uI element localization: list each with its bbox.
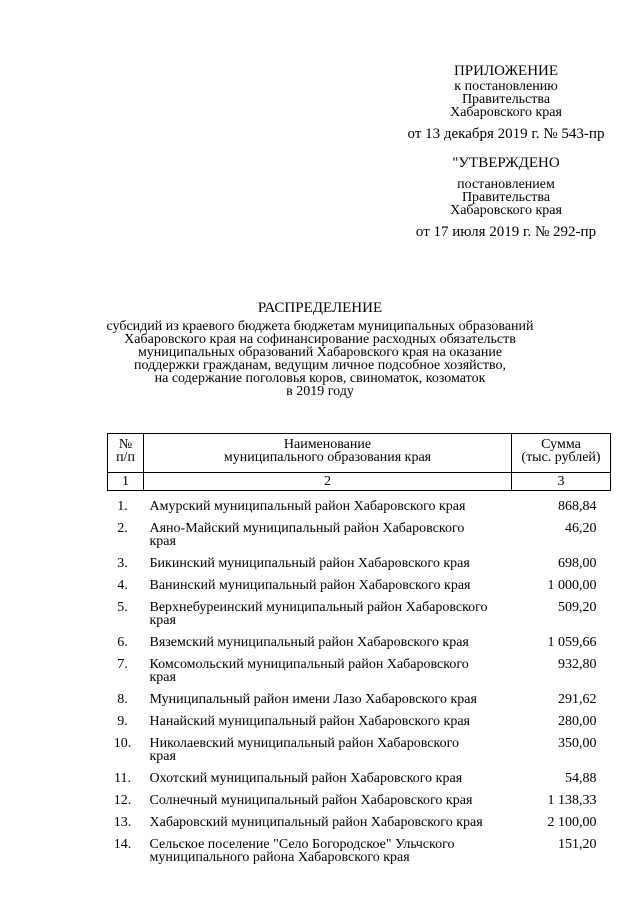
approved-line-3: Хабаровского края (450, 203, 562, 218)
municipality-name (144, 835, 512, 870)
municipality-name (144, 769, 512, 791)
header-name-line-2: муниципального образования края (223, 450, 432, 465)
subsidy-amount: 291,62 (558, 692, 597, 707)
municipality-name-line: края (149, 534, 176, 549)
subtitle-line: субсидий из краевого бюджета бюджетам муниципальных образований (106, 319, 534, 334)
row-number: 10. (113, 736, 132, 751)
row-number: 8. (117, 692, 128, 707)
subtitle-line: в 2019 году (286, 384, 354, 399)
subtitle-line: муниципальных образований Хабаровского края на оказание (137, 345, 503, 360)
appendix-title: ПРИЛОЖЕНИЕ (453, 63, 559, 79)
column-number-1: 1 (108, 473, 144, 491)
municipality-name (144, 712, 512, 734)
table-row (108, 554, 611, 576)
municipality-name (144, 655, 512, 690)
appendix-line-3: Хабаровского края (450, 105, 562, 120)
subsidy-amount: 280,00 (558, 714, 597, 729)
municipality-name-line: Сельское поселение "Село Богородское" Ульчского (149, 837, 455, 852)
row-number: 7. (117, 657, 128, 672)
appendix-block (395, 62, 617, 143)
subsidy-amount: 350,00 (558, 736, 597, 751)
header-sum-line-1: Сумма (541, 437, 581, 452)
municipality-name-line: Комсомольский муниципальный район Хабаровского (149, 657, 469, 672)
table-row (108, 813, 611, 835)
table-row (108, 633, 611, 655)
document-subtitle (100, 320, 540, 398)
appendix-line-2: Правительства (461, 92, 551, 107)
row-number: 1. (117, 499, 128, 514)
row-number: 11. (114, 771, 131, 786)
municipality-name-line: края (149, 613, 176, 628)
row-number: 12. (113, 793, 132, 808)
header-num-line-2: п/п (116, 450, 135, 465)
approved-block (395, 154, 617, 241)
municipality-name-line: Муниципальный район имени Лазо Хабаровского края (149, 692, 477, 707)
municipality-name-line: Вяземский муниципальный район Хабаровского края (149, 635, 469, 650)
header-sum (512, 434, 611, 473)
table-row (108, 655, 611, 690)
document-title: РАСПРЕДЕЛЕНИЕ (257, 300, 383, 316)
municipality-name-line: Нанайский муниципальный район Хабаровского края (149, 714, 470, 729)
table-row (108, 712, 611, 734)
table-row (108, 598, 611, 633)
column-number-2: 2 (144, 473, 512, 491)
appendix-date: от 13 декабря 2019 г. № 543-пр (407, 126, 605, 142)
row-number: 13. (113, 815, 132, 830)
row-number: 9. (117, 714, 128, 729)
subtitle-line: поддержки гражданам, ведущим личное подсобное хозяйство, (134, 358, 506, 373)
municipality-name-line: Бикинский муниципальный район Хабаровского края (149, 556, 470, 571)
municipality-name-line: края (149, 670, 176, 685)
table-row (108, 491, 611, 520)
table-row (108, 791, 611, 813)
approved-title: "УТВЕРЖДЕНО (452, 155, 560, 171)
table-row (108, 576, 611, 598)
municipality-name (144, 491, 512, 520)
municipality-name-line: Хабаровский муниципальный район Хабаровского края (149, 815, 483, 830)
municipality-name (144, 598, 512, 633)
table-row (108, 519, 611, 554)
municipality-name (144, 633, 512, 655)
header-num (108, 434, 144, 473)
row-number: 5. (117, 600, 128, 615)
subsidy-amount: 151,20 (558, 837, 597, 852)
subsidy-amount: 868,84 (558, 499, 597, 514)
table-header-row (108, 434, 611, 473)
table-row (108, 769, 611, 791)
subtitle-line: Хабаровского края на софинансирование расходных обязательств (124, 332, 516, 347)
header-num-line-1: № (118, 437, 133, 452)
row-number: 6. (117, 635, 128, 650)
approved-line-1: постановлением (457, 177, 555, 192)
municipality-name-line: Николаевский муниципальный район Хабаровского (149, 736, 459, 751)
column-number-row (108, 473, 611, 491)
table-body (108, 491, 611, 871)
table-row (108, 835, 611, 870)
row-number: 4. (117, 578, 128, 593)
municipality-name (144, 791, 512, 813)
municipality-name (144, 576, 512, 598)
subsidy-amount: 932,80 (558, 657, 597, 672)
subsidy-amount: 46,20 (565, 521, 597, 536)
municipality-name-line: Аяно-Майский муниципальный район Хабаровского (149, 521, 465, 536)
row-number: 2. (117, 521, 128, 536)
subsidy-amount: 54,88 (565, 771, 597, 786)
header-name-line-1: Наименование (283, 437, 372, 452)
appendix-line-1: к постановлению (454, 79, 558, 94)
subsidy-amount: 509,20 (558, 600, 597, 615)
subsidy-amount: 2 100,00 (547, 815, 597, 830)
column-number-3: 3 (512, 473, 611, 491)
municipality-name-line: края (149, 749, 176, 764)
municipality-name (144, 519, 512, 554)
row-number: 3. (117, 556, 128, 571)
municipality-name-line: Амурский муниципальный район Хабаровского края (149, 499, 466, 514)
subtitle-line: на содержание поголовья коров, свиноматок, козоматок (154, 371, 486, 386)
municipality-name-line: муниципального района Хабаровского края (149, 850, 410, 865)
header-name (144, 434, 512, 473)
municipality-name-line: Ванинский муниципальный район Хабаровского края (149, 578, 471, 593)
distribution-table (107, 433, 611, 870)
table-row (108, 734, 611, 769)
municipality-name-line: Солнечный муниципальный район Хабаровского края (149, 793, 473, 808)
header-sum-line-2: (тыс. рублей) (521, 450, 601, 465)
approved-date: от 17 июля 2019 г. № 292-пр (415, 224, 597, 240)
subsidy-amount: 1 138,33 (547, 793, 597, 808)
municipality-name (144, 554, 512, 576)
municipality-name-line: Охотский муниципальный район Хабаровского края (149, 771, 463, 786)
subsidy-amount: 1 059,66 (547, 635, 597, 650)
approved-line-2: Правительства (461, 190, 551, 205)
municipality-name (144, 813, 512, 835)
subsidy-amount: 698,00 (558, 556, 597, 571)
municipality-name (144, 690, 512, 712)
row-number: 14. (113, 837, 132, 852)
subsidy-amount: 1 000,00 (547, 578, 597, 593)
municipality-name-line: Верхнебуреинский муниципальный район Хабаровского (149, 600, 488, 615)
table-row (108, 690, 611, 712)
municipality-name (144, 734, 512, 769)
